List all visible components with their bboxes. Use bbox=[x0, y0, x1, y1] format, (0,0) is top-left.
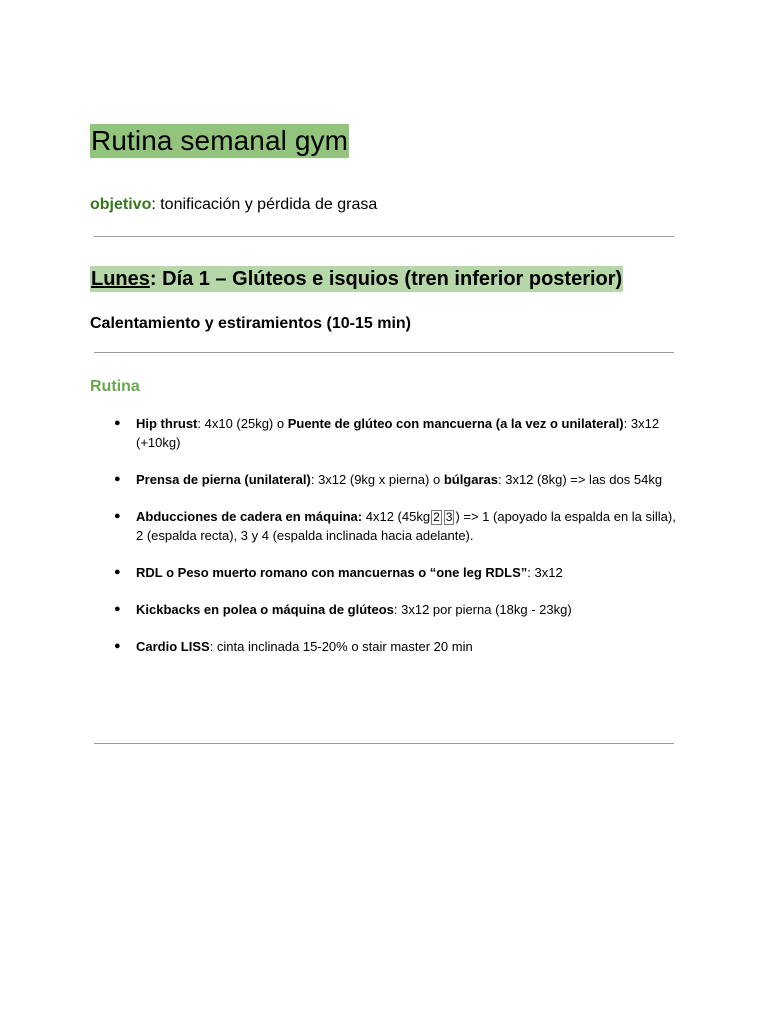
bullet-icon: ● bbox=[114, 417, 121, 429]
exercise-name: Hip thrust bbox=[136, 416, 198, 431]
exercise-name: Cardio LISS bbox=[136, 639, 210, 654]
comment-marker[interactable]: 2 bbox=[433, 510, 440, 524]
horizontal-rule bbox=[94, 236, 674, 237]
exercise-alternative: búlgaras bbox=[443, 472, 498, 487]
exercise-detail: ) => 1 (apoyado la espalda en la silla), 2 (espalda recta), 3 y 4 (espalda inclinada hacia adelante). bbox=[136, 509, 676, 543]
exercise-detail: : 3x12 bbox=[527, 565, 563, 580]
day-heading bbox=[90, 266, 623, 292]
warmup-heading: Calentamiento y estiramientos (10-15 min) bbox=[90, 315, 411, 332]
objective-label: objetivo bbox=[90, 196, 152, 213]
bullet-icon: ● bbox=[114, 566, 121, 578]
exercise-name: Kickbacks en polea o máquina de glúteos bbox=[136, 602, 394, 617]
exercise-detail: : 4x10 (25kg) o bbox=[197, 416, 288, 431]
list-item bbox=[110, 600, 680, 619]
exercise-list bbox=[110, 414, 680, 674]
objective-text: tonificación y pérdida de grasa bbox=[160, 196, 378, 213]
exercise-name: Abducciones de cadera en máquina: bbox=[136, 509, 363, 524]
exercise-alternative: Puente de glúteo con mancuerna (a la vez o unilateral) bbox=[287, 416, 624, 431]
day-name: Lunes bbox=[91, 268, 150, 290]
exercise-detail: : cinta inclinada 15-20% o stair master 20 min bbox=[209, 639, 473, 654]
bullet-icon: ● bbox=[114, 640, 121, 652]
list-item bbox=[110, 414, 680, 452]
day-description: : Día 1 – Glúteos e isquios (tren inferior posterior) bbox=[149, 268, 623, 290]
exercise-name: RDL o Peso muerto romano con mancuernas o “one leg RDLS” bbox=[136, 565, 528, 580]
list-item bbox=[110, 470, 680, 489]
exercise-detail: : 3x12 por pierna (18kg - 23kg) bbox=[393, 602, 572, 617]
list-item bbox=[110, 637, 680, 656]
objective-separator: : bbox=[151, 196, 161, 213]
document-title: Rutina semanal gym bbox=[91, 125, 349, 156]
exercise-detail: : 3x12 (+10kg) bbox=[136, 416, 660, 450]
list-item bbox=[110, 507, 680, 545]
routine-section-title: Rutina bbox=[90, 378, 140, 395]
list-item bbox=[110, 563, 680, 582]
exercise-detail: : 3x12 (9kg x pierna) o bbox=[310, 472, 444, 487]
exercise-name: Prensa de pierna (unilateral) bbox=[136, 472, 311, 487]
exercise-detail: : 3x12 (8kg) => las dos 54kg bbox=[498, 472, 663, 487]
horizontal-rule bbox=[94, 743, 674, 744]
objective-line bbox=[90, 195, 377, 215]
comment-marker[interactable]: 3 bbox=[445, 510, 453, 524]
exercise-detail: 4x12 (45kg bbox=[362, 509, 431, 524]
bullet-icon: ● bbox=[114, 603, 121, 615]
bullet-icon: ● bbox=[114, 510, 121, 522]
bullet-icon: ● bbox=[114, 473, 121, 485]
horizontal-rule bbox=[94, 352, 674, 353]
